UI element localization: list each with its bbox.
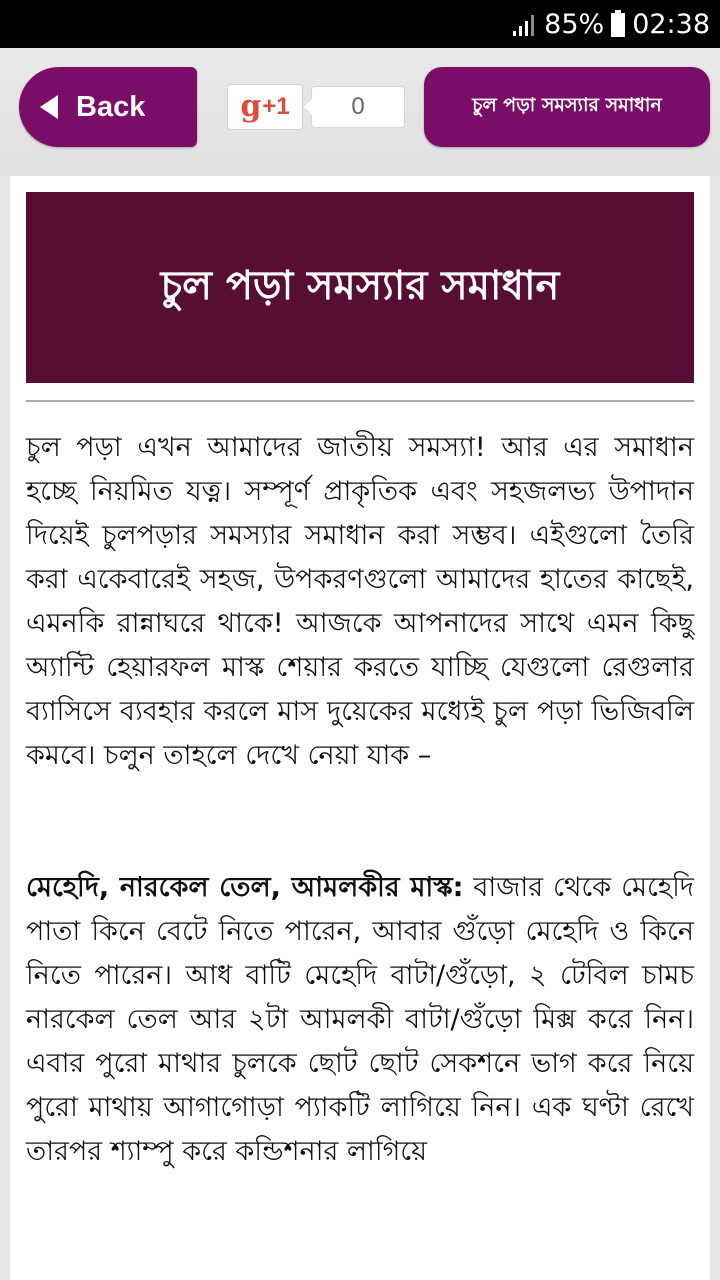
back-arrow-icon [34,92,64,122]
status-icons [512,6,710,42]
article-intro: চুল পড়া এখন আমাদের জাতীয় সমস্যা! আর এর সমাধান হচ্ছে নিয়মিত যত্ন। সম্পূর্ণ প্রাকৃতিক এবং সহজলভ্য উপাদান দিয়েই চুলপড়ার সমস্যার সমাধান করা সম্ভব। এইগুলো তৈরি করা একেবারেই সহজ, উপকরণগুলো আমাদের হাতের কাছেই, এমনকি রান্নাঘরে থাকে! আজকে আপনাদের সাথে এমন কিছু অ্যান্টি হেয়ারফল মাস্ক শেয়ার করতে যাচ্ছি যেগুলো রেগুলার ব্যাসিসে ব্যবহার করলে মাস দুয়েকের মধ্যেই চুল পড়া ভিজিবলি কমবে। চলুন তাহলে দেখে নেয়া যাক – [26,432,694,771]
article-paragraph [26,866,694,1174]
article-title-banner: চুল পড়া সমস্যার সমাধান [26,192,694,383]
toolbar [0,48,720,176]
back-button-label: Back [76,90,146,123]
google-plus-one-button[interactable] [227,84,303,130]
page-title-button[interactable]: চুল পড়া সমস্যার সমাধান [424,67,710,147]
plus-one-label: +1 [262,93,290,120]
status-bar [0,0,720,48]
battery-percent: 85% [544,8,605,40]
article-card [10,176,710,1280]
article-body [26,426,694,1174]
battery-icon [610,10,626,38]
paragraph-spacer [26,778,694,866]
mask-heading: মেহেদি, নারকেল তেল, আমলকীর মাস্ক: [26,872,464,903]
signal-icon [512,11,538,37]
back-button[interactable] [19,67,197,147]
clock: 02:38 [632,8,710,40]
divider [26,400,694,402]
mask-body: বাজার থেকে মেহেদি পাতা কিনে বেটে নিতে পারেন, আবার গুঁড়ো মেহেদি ও কিনে নিতে পারেন। আধ বাটি মেহেদি বাটা/গুঁড়ো, ২ টেবিল চামচ নারকেল তেল আর ২টা আমলকী বাটা/গুঁড়ো মিক্স করে নিন। এবার পুরো মাথার চুলকে ছোট ছোট সেকশনে ভাগ করে নিয়ে পুরো মাথায় আগাগোড়া প্যাকটি লাগিয়ে নিন। এক ঘণ্টা রেখে তারপর শ্যাম্পু করে কন্ডিশনার লাগিয়ে [26,872,694,1167]
plus-one-count: 0 [311,86,405,128]
google-plus-icon: g [240,89,262,124]
